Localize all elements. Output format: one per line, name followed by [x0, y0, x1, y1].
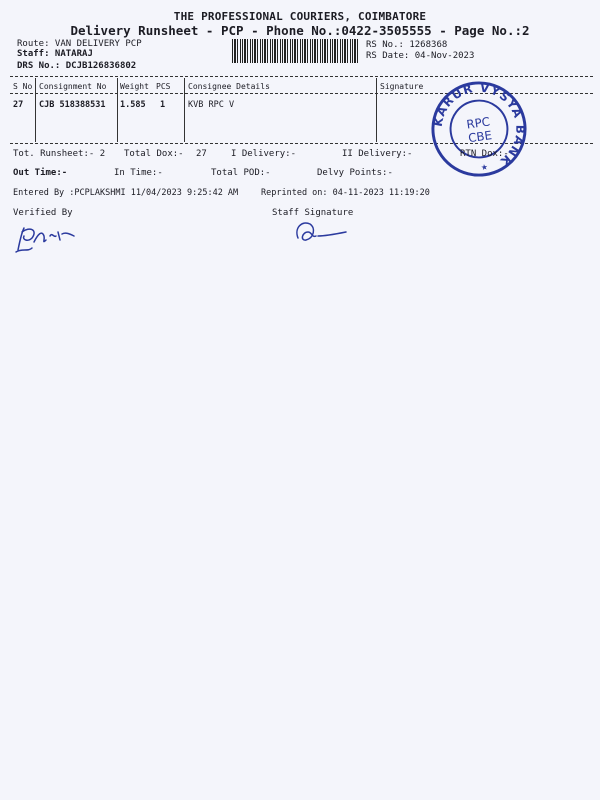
route-text: Route: VAN DELIVERY PCP [17, 39, 142, 49]
stamp-line-2: CBE [467, 128, 493, 146]
document-title: Delivery Runsheet - PCP - Phone No.:0422-3505555 - Page No.:2 [70, 23, 530, 38]
staff-signature-label: Staff Signature [272, 208, 354, 218]
row-pcs: 1 [160, 100, 166, 110]
row-weight: 1.585 [120, 100, 146, 110]
row-consignment: CJB 518388531 [39, 100, 106, 110]
in-time: In Time:- [114, 168, 163, 178]
rtn-dox: RTN Dox:- [460, 149, 509, 159]
column-divider [35, 78, 36, 142]
column-divider [184, 78, 185, 142]
i-delivery: I Delivery:- [231, 149, 297, 159]
stamp-outer-text: KARUR VYSYA BANK [430, 80, 528, 170]
row-consignee: KVB RPC V [188, 100, 235, 110]
total-dox-label: Total Dox:- [124, 149, 184, 159]
barcode [232, 39, 360, 63]
staff-signature-mark [292, 218, 352, 248]
total-pod: Total POD:- [211, 168, 271, 178]
svg-text:★: ★ [480, 162, 489, 173]
verified-by-label: Verified By [13, 208, 73, 218]
header-signature: Signature [380, 82, 424, 91]
rs-number: RS No.: 1268368 [366, 40, 448, 50]
header-sno: S No [13, 82, 33, 91]
header-consignment: Consignment No [39, 82, 107, 91]
table-top-rule [10, 76, 593, 77]
drs-number: DRS No.: DCJB126836802 [17, 61, 137, 71]
staff-text: Staff: NATARAJ [17, 49, 93, 59]
tot-runsheet: Tot. Runsheet:- 2 [13, 149, 106, 159]
column-divider [376, 78, 377, 142]
reprinted-on: Reprinted on: 04-11-2023 11:19:20 [261, 188, 430, 198]
verifier-signature [12, 222, 78, 256]
column-divider [117, 78, 118, 142]
company-name: THE PROFESSIONAL COURIERS, COIMBATORE [173, 10, 427, 23]
total-dox-value: 27 [196, 149, 207, 159]
header-pcs: PCS [156, 82, 171, 91]
bank-stamp [430, 80, 528, 178]
delvy-points: Delvy Points:- [317, 168, 393, 178]
out-time: Out Time:- [13, 168, 68, 178]
entered-by: Entered By :PCPLAKSHMI 11/04/2023 9:25:42 AM [13, 188, 239, 198]
ii-delivery: II Delivery:- [342, 149, 413, 159]
rs-date: RS Date: 04-Nov-2023 [366, 51, 475, 61]
row-sno: 27 [13, 100, 24, 110]
header-weight: Weight [120, 82, 149, 91]
stamp-line-1: RPC [465, 114, 491, 132]
header-consignee: Consignee Details [188, 82, 270, 91]
